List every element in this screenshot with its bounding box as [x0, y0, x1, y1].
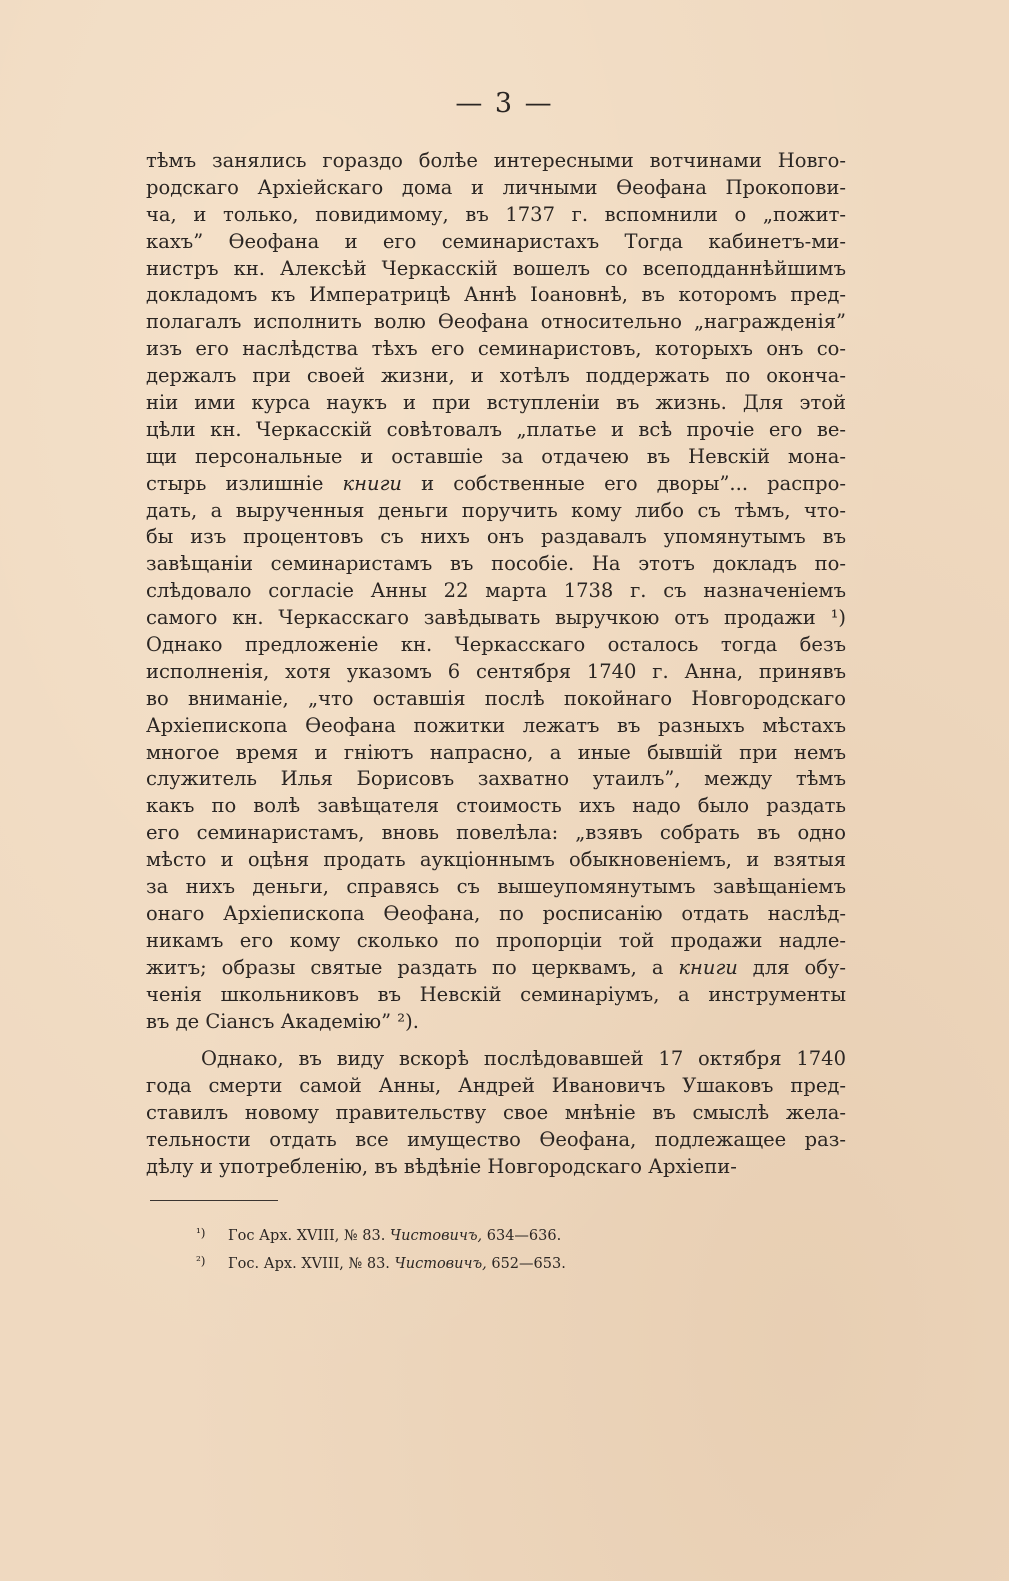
text-line: завѣщаніи семинаристамъ въ пособіе. На этотъ докладъ по-	[146, 552, 846, 576]
footnote-author: Чистовичъ,	[394, 1256, 487, 1272]
body-text	[146, 148, 846, 1181]
text-line: многое время и гніютъ напрасно, а иные бывшій при немъ	[146, 740, 846, 764]
text-line: за нихъ деньги, справясь съ вышеупомянутымъ завѣщаніемъ	[146, 875, 846, 899]
text-line: родскаго Архіейскаго дома и личными Ѳеофана Прокопови-	[146, 175, 846, 199]
text-line: держалъ при своей жизни, и хотѣлъ поддержать по оконча-	[146, 364, 846, 388]
text-line: Однако предложеніе кн. Черкасскаго осталось тогда безъ	[146, 633, 846, 657]
text-line: бы изъ процентовъ съ нихъ онъ раздавалъ упомянутымъ въ	[146, 525, 846, 549]
text-line: служитель Илья Борисовъ захватно утаилъ”, между тѣмъ	[146, 767, 846, 791]
text-line: слѣдовало согласіе Анны 22 марта 1738 г. съ назначеніемъ	[146, 579, 846, 603]
footnote-rule	[150, 1200, 278, 1201]
footnote	[196, 1221, 756, 1249]
footnote-source: Гос. Арх. XVIII, № 83.	[228, 1256, 390, 1272]
footnote-author: Чистовичъ,	[389, 1228, 483, 1244]
text-line: никамъ его кому сколько по пропорціи той продажи надле-	[146, 928, 846, 952]
paragraph	[146, 148, 846, 1035]
text-line: ніи ими курса наукъ и при вступленіи въ жизнь. Для этой	[146, 391, 846, 415]
text-line: Архіепископа Ѳеофана пожитки лежатъ въ разныхъ мѣстахъ	[146, 713, 846, 737]
text-line: ченія школьниковъ въ Невскій семинаріумъ, а инструменты	[146, 982, 846, 1006]
footnote-source: Гос Арх. XVIII, № 83.	[228, 1228, 386, 1244]
text-line: ставилъ новому правительству свое мнѣніе въ смыслѣ жела-	[146, 1101, 846, 1125]
footnote	[196, 1249, 756, 1277]
text-line: тѣмъ занялись гораздо болѣе интересными вотчинами Новго-	[146, 149, 846, 172]
text-line: года смерти самой Анны, Андрей Ивановичъ Ушаковъ пред-	[146, 1074, 846, 1098]
text-line: онаго Архіепископа Ѳеофана, по росписанію отдать наслѣд-	[146, 901, 846, 925]
text-line: дать, а вырученныя деньги поручить кому либо съ тѣмъ, что-	[146, 498, 846, 522]
text-line: какъ по волѣ завѣщателя стоимость ихъ надо было раздать	[146, 794, 846, 818]
text-line: стырь излишніе книги и собственные его дворы”... распро-	[146, 471, 846, 495]
text-line: цѣли кн. Черкасскій совѣтовалъ „платье и всѣ прочіе его ве-	[146, 417, 846, 441]
text-line: ча, и только, повидимому, въ 1737 г. вспомнили о „пожит-	[146, 202, 846, 226]
text-line: житъ; образы святые раздать по церквамъ, а книги для обу-	[146, 955, 846, 979]
text-line: докладомъ къ Императрицѣ Аннѣ Іоановнѣ, въ которомъ пред-	[146, 283, 846, 307]
text-line: исполненія, хотя указомъ 6 сентября 1740 г. Анна, принявъ	[146, 659, 846, 683]
text-line: нистръ кн. Алексѣй Черкасскій вошелъ со всеподданнѣйшимъ	[146, 256, 846, 280]
footnote-pages: 634—636.	[486, 1228, 562, 1244]
text-line: тельности отдать все имущество Ѳеофана, подлежащее раз-	[146, 1128, 846, 1152]
footnote-pages: 652—653.	[491, 1256, 566, 1272]
text-line: въ де Сіансъ Академію” ²).	[146, 1009, 419, 1033]
text-line: мѣсто и оцѣня продать аукціоннымъ обыкновеніемъ, и взятыя	[146, 848, 846, 872]
text-line: самого кн. Черкасскаго завѣдывать выручкою отъ продажи ¹)	[146, 606, 846, 630]
text-line: полагалъ исполнить волю Ѳеофана относительно „награжденія”	[146, 310, 846, 334]
text-line: во вниманіе, „что оставшія послѣ покойнаго Новгородскаго	[146, 686, 846, 710]
footnote-marker: ¹)	[196, 1226, 206, 1240]
text-line: Однако, въ виду вскорѣ послѣдовавшей 17 октября 1740	[201, 1047, 846, 1071]
text-line: кахъ” Ѳеофана и его семинаристахъ Тогда кабинетъ-ми-	[146, 229, 846, 253]
footnote-marker: ²)	[196, 1254, 206, 1268]
text-line: изъ его наслѣдства тѣхъ его семинаристовъ, которыхъ онъ со-	[146, 337, 846, 361]
text-line: его семинаристамъ, вновь повелѣла: „взявъ собрать въ одно	[146, 821, 846, 845]
text-line: дѣлу и употребленію, въ вѣдѣніе Новгородскаго Архіепи-	[146, 1154, 737, 1178]
footnotes	[196, 1221, 756, 1277]
paragraph	[146, 1046, 846, 1180]
page-number: — 3 —	[455, 88, 554, 119]
text-line: щи персональные и оставшіе за отдачею въ Невскій мона-	[146, 444, 846, 468]
